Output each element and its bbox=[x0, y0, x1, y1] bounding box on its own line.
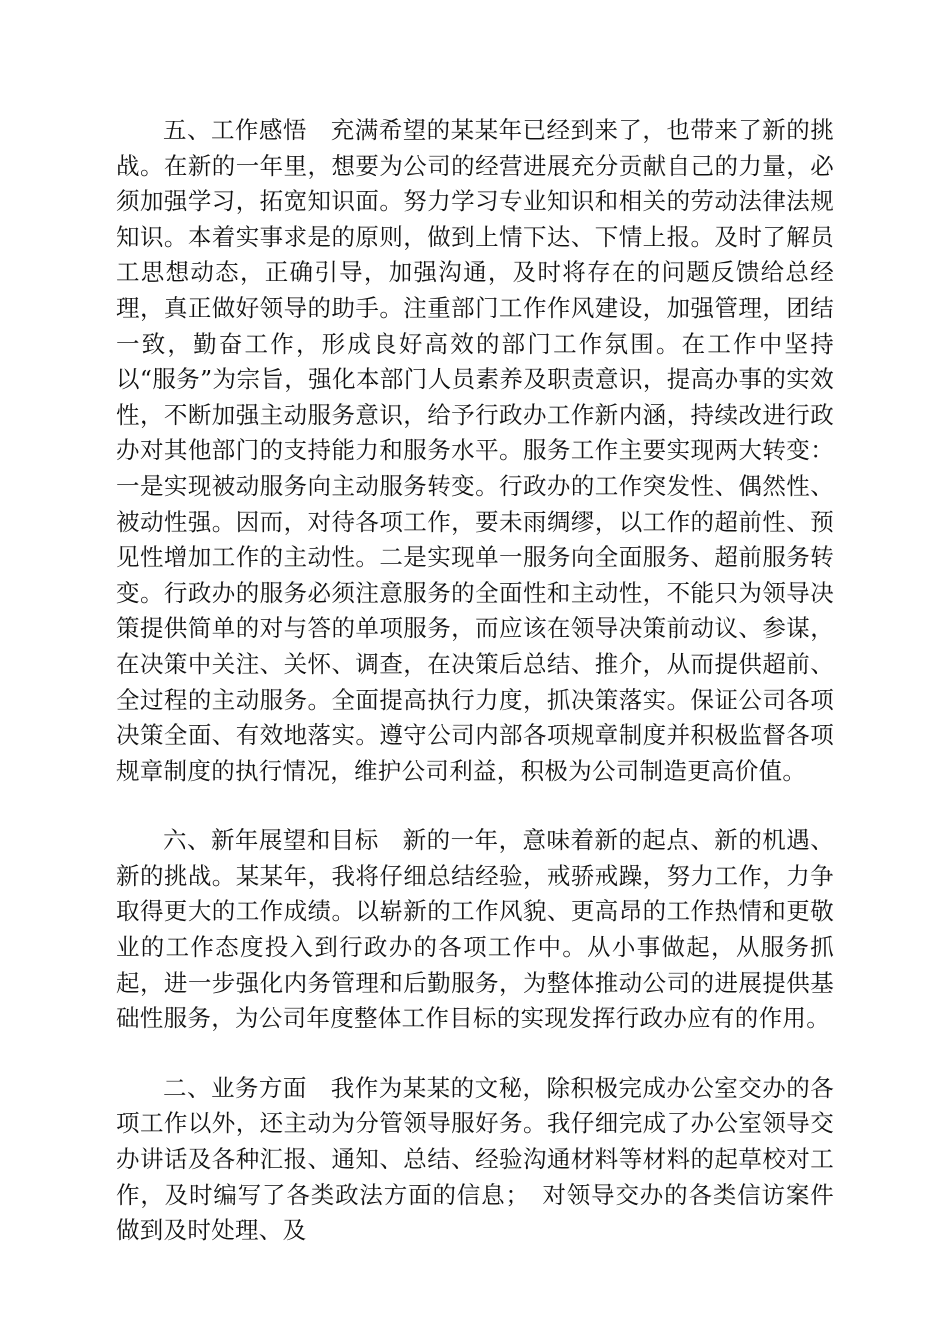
paragraph-work-reflection: 五、工作感悟 充满希望的某某年已经到来了，也带来了新的挑战。在新的一年里，想要为公司的经营进展充分贡献自己的力量，必须加强学习，拓宽知识面。努力学习专业知识和相关的劳动法律法规知识。本着实事求是的原则，做到上情下达、下情上报。及时了解员工思想动态，正确引导，加强沟通，及时将存在的问题反馈给总经理，真正做好领导的助手。注重部门工作作风建设，加强管理，团结一致，勤奋工作，形成良好高效的部门工作氛围。在工作中坚持以“服务”为宗旨，强化本部门人员素养及职责意识，提高办事的实效性，不断加强主动服务意识，给予行政办工作新内涵，持续改进行政办对其他部门的支持能力和服务水平。服务工作主要实现两大转变：一是实现被动服务向主动服务转变。行政办的工作突发性、偶然性、被动性强。因而，对待各项工作，要未雨绸缪，以工作的超前性、预见性增加工作的主动性。二是实现单一服务向全面服务、超前服务转变。行政办的服务必须注意服务的全面性和主动性，不能只为领导决策提供简单的对与答的单项服务，而应该在领导决策前动议、参谋，在决策中关注、关怀、调查，在决策后总结、推介，从而提供超前、全过程的主动服务。全面提高执行力度，抓决策落实。保证公司各项决策全面、有效地落实。遵守公司内部各项规章制度并积极监督各项规章制度的执行情况，维护公司利益，积极为公司制造更高价值。 bbox=[116, 116, 834, 785]
document-page bbox=[116, 113, 834, 1249]
paragraph-spacer bbox=[116, 1037, 834, 1071]
paragraph-business-aspect: 二、业务方面 我作为某某的文秘，除积极完成办公室交办的各项工作以外，还主动为分管领导服好务。我仔细完成了办公室领导交办讲话及各种汇报、通知、总结、经验沟通材料等材料的起草校对工作，及时编写了各类政法方面的信息； 对领导交办的各类信访案件做到及时处理、及 bbox=[116, 1073, 834, 1245]
paragraph-new-year-outlook: 六、新年展望和目标 新的一年，意味着新的起点、新的机遇、新的挑战。某某年，我将仔细总结经验，戒骄戒躁，努力工作，力争取得更大的工作成绩。以崭新的工作风貌、更高昂的工作热情和更敬业的工作态度投入到行政办的各项工作中。从小事做起，从服务抓起，进一步强化内务管理和后勤服务，为整体推动公司的进展提供基础性服务，为公司年度整体工作目标的实现发挥行政办应有的作用。 bbox=[116, 826, 834, 1033]
paragraph-spacer bbox=[116, 789, 834, 823]
